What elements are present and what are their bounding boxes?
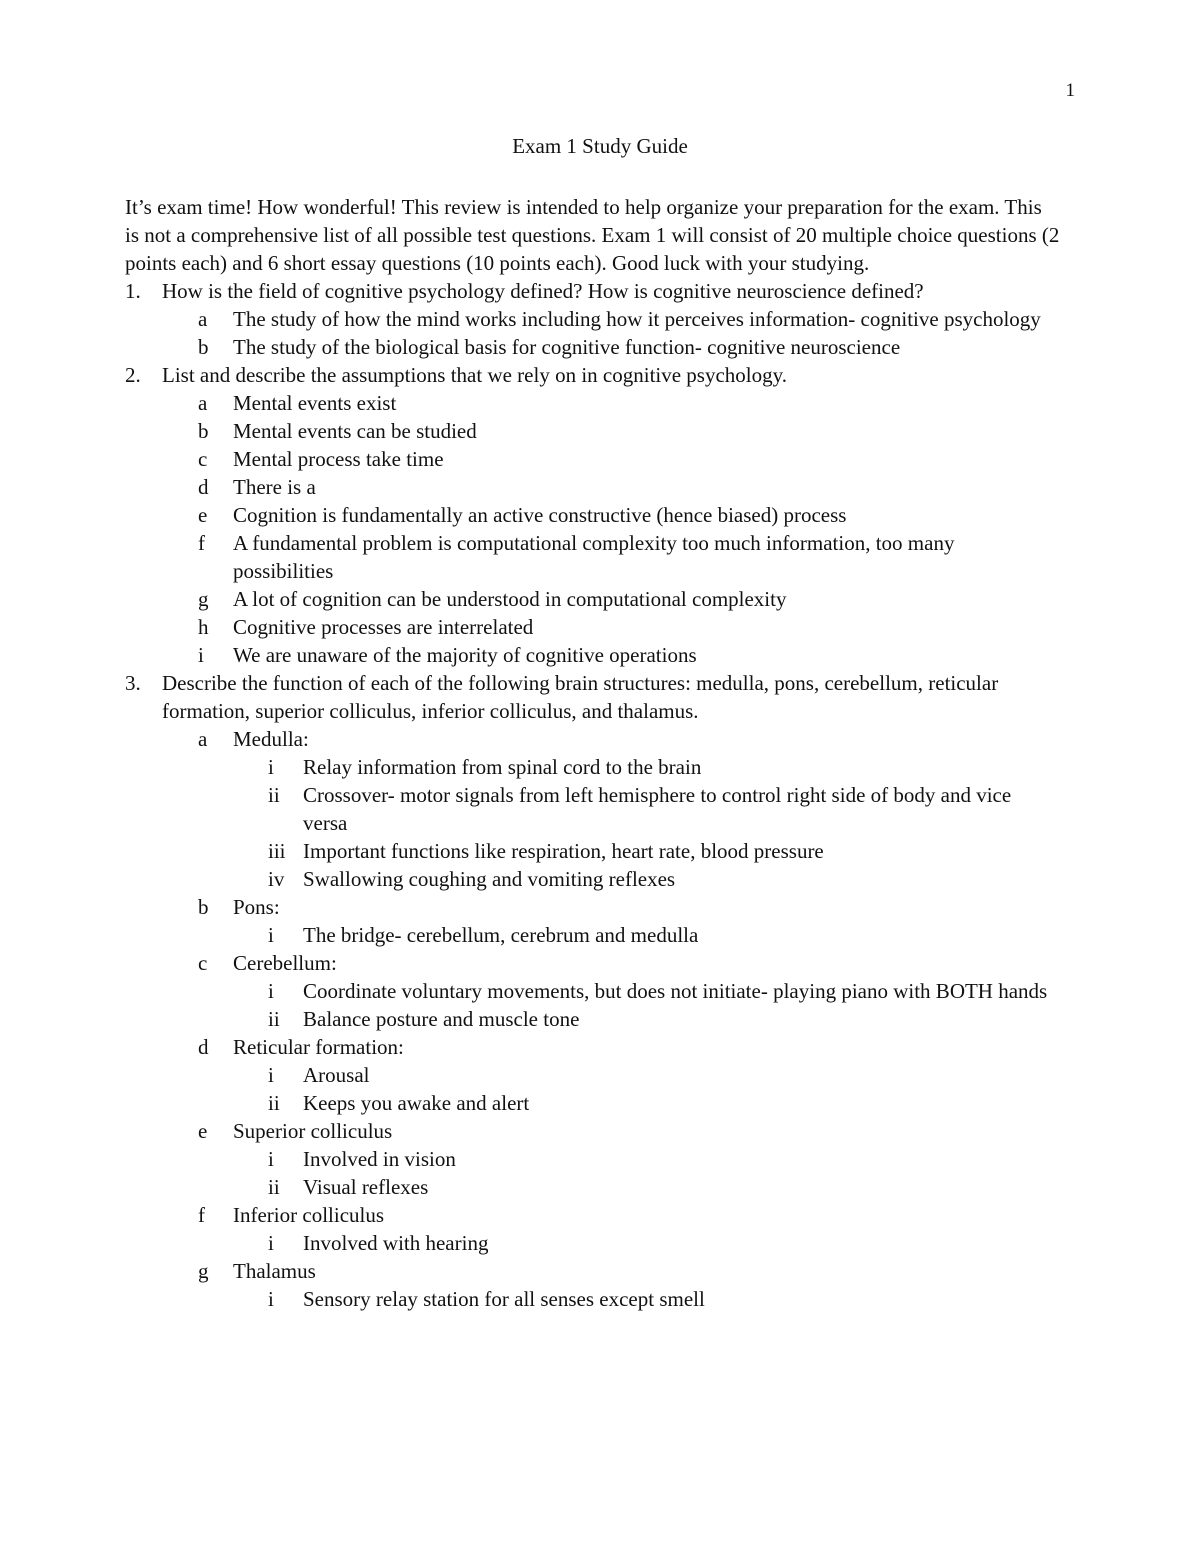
item-text: Medulla: (233, 727, 309, 751)
item-text: Balance posture and muscle tone (303, 1007, 580, 1031)
item-marker: d (198, 1035, 209, 1059)
list-subitem (125, 781, 1060, 837)
list-subitem (125, 1229, 1060, 1257)
list-item (125, 613, 1060, 641)
page-number: 1 (1065, 80, 1075, 101)
item-marker: f (198, 531, 205, 555)
item-text: Involved in vision (303, 1147, 456, 1171)
question-text: List and describe the assumptions that we rely on in cognitive psychology. (162, 363, 788, 387)
list-item (125, 725, 1060, 753)
item-text: A fundamental problem is computational complexity too much information, too many possibilities (233, 531, 955, 583)
list-item (125, 1033, 1060, 1061)
list-item (125, 417, 1060, 445)
list-subitem (125, 1005, 1060, 1033)
item-text: Cognitive processes are interrelated (233, 615, 534, 639)
list-subitem (125, 1285, 1060, 1313)
item-text: The bridge- cerebellum, cerebrum and medulla (303, 923, 699, 947)
list-subitem (125, 753, 1060, 781)
list-item (125, 893, 1060, 921)
item-marker: i (198, 643, 204, 667)
item-marker: e (198, 503, 208, 527)
list-subitem (125, 921, 1060, 949)
item-text: Relay information from spinal cord to the brain (303, 755, 702, 779)
item-marker: i (268, 755, 274, 779)
item-text: Reticular formation: (233, 1035, 404, 1059)
list-item (125, 641, 1060, 669)
item-text: Swallowing coughing and vomiting reflexes (303, 867, 676, 891)
item-text: Coordinate voluntary movements, but does not initiate- playing piano with BOTH hands (303, 979, 1048, 1003)
item-marker: ii (268, 1007, 280, 1031)
question-1 (125, 277, 1060, 305)
question-number: 3. (125, 671, 141, 695)
item-marker: a (198, 307, 208, 331)
item-marker: c (198, 447, 208, 471)
item-text: Important functions like respiration, heart rate, blood pressure (303, 839, 824, 863)
item-text: Keeps you awake and alert (303, 1091, 530, 1115)
item-marker: f (198, 1203, 205, 1227)
item-marker: b (198, 419, 209, 443)
item-text: Crossover- motor signals from left hemisphere to control right side of body and vice versa (303, 783, 1012, 835)
document-title: Exam 1 Study Guide (512, 134, 688, 158)
item-marker: iii (268, 839, 286, 863)
list-item (125, 1117, 1060, 1145)
item-text: Mental process take time (233, 447, 444, 471)
item-text: Mental events exist (233, 391, 397, 415)
item-text: Superior colliculus (233, 1119, 393, 1143)
item-marker: h (198, 615, 209, 639)
item-marker: g (198, 1259, 209, 1283)
item-marker: b (198, 895, 209, 919)
document-body (125, 193, 1060, 1313)
question-text: How is the field of cognitive psychology defined? How is cognitive neuroscience defined? (162, 279, 924, 303)
list-subitem (125, 1089, 1060, 1117)
item-marker: i (268, 1147, 274, 1171)
item-marker: ii (268, 1175, 280, 1199)
item-marker: ii (268, 783, 280, 807)
list-subitem (125, 1061, 1060, 1089)
item-text: Sensory relay station for all senses except smell (303, 1287, 705, 1311)
list-item (125, 1257, 1060, 1285)
item-marker: i (268, 979, 274, 1003)
item-text: The study of how the mind works including how it perceives information- cognitive psychology (233, 307, 1041, 331)
item-text: Pons: (233, 895, 280, 919)
item-text: Inferior colliculus (233, 1203, 385, 1227)
intro-paragraph: It’s exam time! How wonderful! This review is intended to help organize your preparation for the exam. This is not a comprehensive list of all possible test questions. Exam 1 will consist of 20 multiple choice questions (2 points each) and 6 short essay questions (10 points each). Good luck with your studying. (125, 195, 1060, 275)
list-item (125, 501, 1060, 529)
list-item (125, 473, 1060, 501)
item-marker: e (198, 1119, 208, 1143)
list-subitem (125, 865, 1060, 893)
list-item (125, 305, 1060, 333)
item-marker: i (268, 1287, 274, 1311)
item-text: Arousal (303, 1063, 370, 1087)
item-text: Thalamus (233, 1259, 316, 1283)
item-marker: i (268, 923, 274, 947)
list-item (125, 529, 1060, 585)
question-2 (125, 361, 1060, 389)
item-marker: i (268, 1063, 274, 1087)
item-marker: a (198, 391, 208, 415)
list-item (125, 445, 1060, 473)
list-item (125, 1201, 1060, 1229)
question-number: 2. (125, 363, 141, 387)
item-text: We are unaware of the majority of cognitive operations (233, 643, 697, 667)
list-subitem (125, 1173, 1060, 1201)
item-marker: g (198, 587, 209, 611)
item-text: Cerebellum: (233, 951, 337, 975)
item-text: A lot of cognition can be understood in computational complexity (233, 587, 787, 611)
list-item (125, 585, 1060, 613)
question-text: Describe the function of each of the following brain structures: medulla, pons, cerebellum, reticular formation, superior colliculus, inferior colliculus, and thalamus. (162, 671, 999, 723)
question-3 (125, 669, 1060, 725)
item-marker: iv (268, 867, 285, 891)
item-text: Visual reflexes (303, 1175, 429, 1199)
item-marker: a (198, 727, 208, 751)
item-text: Mental events can be studied (233, 419, 477, 443)
list-item (125, 333, 1060, 361)
item-text: There is a (233, 475, 316, 499)
item-marker: i (268, 1231, 274, 1255)
list-item (125, 389, 1060, 417)
item-marker: ii (268, 1091, 280, 1115)
question-number: 1. (125, 279, 141, 303)
item-text: Involved with hearing (303, 1231, 489, 1255)
item-text: Cognition is fundamentally an active constructive (hence biased) process (233, 503, 847, 527)
item-marker: b (198, 335, 209, 359)
item-marker: c (198, 951, 208, 975)
list-subitem (125, 977, 1060, 1005)
item-marker: d (198, 475, 209, 499)
list-subitem (125, 837, 1060, 865)
list-item (125, 949, 1060, 977)
item-text: The study of the biological basis for cognitive function- cognitive neuroscience (233, 335, 901, 359)
list-subitem (125, 1145, 1060, 1173)
